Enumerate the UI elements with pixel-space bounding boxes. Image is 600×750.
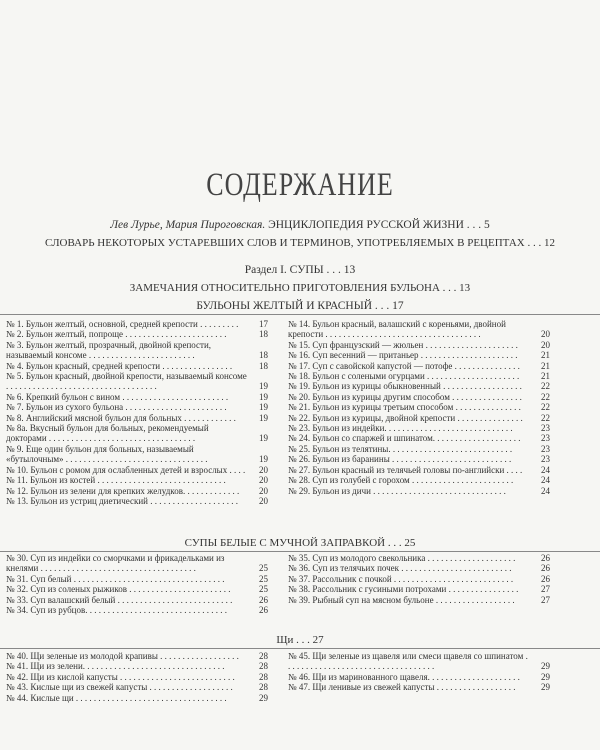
toc-entry[interactable] bbox=[6, 605, 268, 615]
entry-title: Суп белый . . . . . . . . . . . . . . . . . . . . . . . . . . . . . . . . . . bbox=[30, 573, 225, 584]
entry-number: № 38. bbox=[288, 584, 311, 595]
toc-entry[interactable] bbox=[6, 319, 268, 329]
intro-text: ЭНЦИКЛОПЕДИЯ РУССКОЙ ЖИЗНИ . . . 5 bbox=[265, 219, 490, 231]
toc-column-right bbox=[288, 319, 550, 496]
entry-title: Бульон из костей . . . . . . . . . . . . . . . . . . . . . . . . . . . . . bbox=[30, 475, 226, 486]
toc-entry[interactable] bbox=[6, 361, 268, 371]
entry-number: № 3. bbox=[6, 339, 24, 350]
entry-title: Бульон желтый, основной, средней крепости . . . . . . . . . bbox=[25, 319, 239, 329]
entry-number: № 15. bbox=[288, 339, 311, 350]
entry-title: Суп из молодого свекольника . . . . . . . . . . . . . . . . . . . . bbox=[312, 553, 516, 563]
entry-number: № 2. bbox=[6, 329, 24, 340]
entry-page: 29 bbox=[541, 682, 550, 693]
entry-number: № 10. bbox=[6, 464, 29, 475]
entry-title: Суп из рубцов. . . . . . . . . . . . . . . . . . . . . . . . . . . . . . . . bbox=[30, 605, 227, 616]
entry-number: № 41. bbox=[6, 661, 29, 672]
toc-entry[interactable] bbox=[288, 574, 550, 584]
toc-column-right bbox=[288, 651, 550, 693]
entry-title: Кислые щи из свежей капусты . . . . . . . . . . . . . . . . . . . bbox=[30, 682, 233, 693]
toc-entry[interactable] bbox=[6, 672, 268, 682]
entry-number: № 16. bbox=[288, 350, 311, 361]
entry-number: № 1. bbox=[6, 319, 24, 329]
entry-number: № 8. bbox=[6, 412, 24, 423]
entry-number: № 11. bbox=[6, 475, 28, 486]
entry-title: Бульон из курицы обыкновенный . . . . . . . . . . . . . . . . . . bbox=[312, 381, 522, 392]
entry-number: № 46. bbox=[288, 671, 311, 682]
entry-page: 26 bbox=[541, 573, 550, 584]
entry-page: 22 bbox=[541, 381, 550, 392]
entry-title: Бульон с ромом для ослабленных детей и взрослых . . . . bbox=[30, 464, 246, 475]
entry-page: 29 bbox=[259, 692, 268, 703]
shchi-heading[interactable]: Щи . . . 27 bbox=[276, 634, 324, 646]
entry-number: № 8а. bbox=[6, 423, 28, 434]
entry-page: 20 bbox=[541, 339, 550, 350]
toc-entry[interactable] bbox=[288, 672, 550, 682]
toc-entry[interactable] bbox=[288, 350, 550, 360]
entry-number: № 28. bbox=[288, 475, 311, 486]
toc-column-left bbox=[6, 651, 268, 703]
entry-page: 25 bbox=[259, 563, 268, 574]
entry-page: 19 bbox=[259, 391, 268, 402]
entry-page: 27 bbox=[541, 594, 550, 605]
entry-page: 18 bbox=[259, 329, 268, 340]
entry-number: № 47. bbox=[288, 682, 311, 693]
entry-number: № 25. bbox=[288, 443, 311, 454]
toc-entry[interactable] bbox=[288, 475, 550, 485]
toc-entry[interactable] bbox=[288, 361, 550, 371]
entry-title: Суп из голубей с горохом . . . . . . . . . . . . . . . . . . . . . . . bbox=[312, 475, 514, 486]
entry-number: № 33. bbox=[6, 594, 29, 605]
entry-title: Щи ленивые из свежей капусты . . . . . . . . . . . . . . . . . . bbox=[312, 682, 516, 693]
entry-title: Бульон желтый, прозрачный, двойной крепости, называемый консоме . . . . . . . . . . . . . . . . . . . . . . . . bbox=[6, 339, 212, 361]
entry-title: Бульон красный, средней крепости . . . . . . . . . . . . . . . . bbox=[25, 360, 233, 371]
toc-entry[interactable] bbox=[6, 444, 268, 465]
entry-page: 20 bbox=[259, 475, 268, 486]
divider bbox=[0, 314, 600, 315]
toc-entry[interactable] bbox=[288, 433, 550, 443]
entry-page: 21 bbox=[541, 350, 550, 361]
entry-page: 18 bbox=[259, 350, 268, 361]
intro-author: Лев Лурье, Мария Пироговская. bbox=[110, 219, 266, 231]
toc-entry[interactable] bbox=[6, 595, 268, 605]
entry-page: 24 bbox=[541, 475, 550, 486]
entry-title: Суп из телячьих почек . . . . . . . . . . . . . . . . . . . . . . . . . bbox=[312, 563, 512, 574]
toc-entry[interactable] bbox=[6, 475, 268, 485]
entry-number: № 13. bbox=[6, 495, 29, 506]
entry-title: Крепкий бульон с вином . . . . . . . . . . . . . . . . . . . . . . . . bbox=[25, 391, 229, 402]
entry-number: № 24. bbox=[288, 433, 311, 444]
entry-number: № 37. bbox=[288, 573, 311, 584]
entry-number: № 18. bbox=[288, 371, 311, 382]
divider bbox=[0, 648, 600, 649]
entry-page: 21 bbox=[541, 371, 550, 382]
toc-entry[interactable] bbox=[288, 651, 550, 672]
entry-page: 27 bbox=[541, 584, 550, 595]
page-title: СОДЕРЖАНИЕ bbox=[206, 166, 394, 203]
entry-title: Щи из зелени. . . . . . . . . . . . . . . . . . . . . . . . . . . . . . . . bbox=[30, 661, 225, 672]
glossary-line[interactable]: СЛОВАРЬ НЕКОТОРЫХ УСТАРЕВШИХ СЛОВ И ТЕРМИНОВ, УПОТРЕБЛЯЕМЫХ В РЕЦЕПТАХ . . . 12 bbox=[45, 237, 555, 249]
entry-title: Рассольник с гусиными потрохами . . . . . . . . . . . . . . . . bbox=[312, 584, 519, 595]
entry-number: № 6. bbox=[6, 391, 24, 402]
entry-page: 26 bbox=[259, 605, 268, 616]
toc-entry[interactable] bbox=[6, 413, 268, 423]
toc-entry[interactable] bbox=[6, 496, 268, 506]
entry-number: № 30. bbox=[6, 553, 29, 563]
entry-page: 20 bbox=[259, 464, 268, 475]
entry-number: № 35. bbox=[288, 553, 311, 563]
entry-page: 29 bbox=[541, 661, 550, 672]
entry-number: № 14. bbox=[288, 319, 311, 329]
entry-title: Суп валашский белый . . . . . . . . . . . . . . . . . . . . . . . . . . bbox=[30, 594, 233, 605]
entry-page: 24 bbox=[541, 485, 550, 496]
toc-entry[interactable] bbox=[6, 574, 268, 584]
entry-title: Щи зеленые из щавеля или смеси щавеля со шпинатом . . . . . . . . . . . . . . . . . . . . . . . . . . . . . . . . . . bbox=[288, 651, 528, 672]
entry-title: Кислые щи . . . . . . . . . . . . . . . . . . . . . . . . . . . . . . . . . . bbox=[30, 692, 227, 703]
entry-page: 23 bbox=[541, 423, 550, 434]
entry-page: 26 bbox=[541, 563, 550, 574]
toc-entry[interactable] bbox=[6, 661, 268, 671]
toc-entry[interactable] bbox=[288, 381, 550, 391]
entry-page: 18 bbox=[259, 360, 268, 371]
entry-page: 25 bbox=[259, 584, 268, 595]
entry-page: 19 bbox=[259, 381, 268, 392]
entry-page: 25 bbox=[259, 573, 268, 584]
toc-column-left bbox=[6, 553, 268, 615]
entry-title: Бульон из устриц диетический . . . . . . . . . . . . . . . . . . . . bbox=[30, 495, 238, 506]
entry-number: № 7. bbox=[6, 402, 24, 413]
entry-page: 19 bbox=[259, 433, 268, 444]
entry-page: 20 bbox=[259, 495, 268, 506]
toc-entry[interactable] bbox=[6, 651, 268, 661]
entry-page: 23 bbox=[541, 433, 550, 444]
entry-title: Бульон с солеными огурцами . . . . . . . . . . . . . . . . . . . . . bbox=[312, 371, 520, 382]
entry-page: 17 bbox=[259, 319, 268, 329]
toc-entry[interactable] bbox=[288, 413, 550, 423]
toc-entry[interactable] bbox=[6, 329, 268, 339]
entry-number: № 40. bbox=[6, 651, 29, 661]
toc-entry[interactable] bbox=[288, 423, 550, 433]
entry-number: № 5. bbox=[6, 371, 24, 382]
entry-page: 19 bbox=[259, 454, 268, 465]
entry-number: № 9. bbox=[6, 443, 24, 454]
section-heading[interactable]: Раздел I. СУПЫ . . . 13 bbox=[244, 264, 356, 276]
entry-number: № 4. bbox=[6, 360, 24, 371]
entry-number: № 39. bbox=[288, 594, 311, 605]
entry-page: 26 bbox=[541, 553, 550, 563]
entry-title: Суп из индейки со сморчками и фрикадельками из кнелями . . . . . . . . . . . . . . . . . . . . . . . . . . . . . . . . . . . bbox=[6, 553, 225, 574]
entry-title: Бульон из курицы, двойной крепости . . . . . . . . . . . . . . . bbox=[312, 412, 523, 423]
entry-number: № 31. bbox=[6, 573, 29, 584]
toc-entry[interactable] bbox=[288, 553, 550, 563]
entry-number: № 27. bbox=[288, 464, 311, 475]
entry-title: Вкусный бульон для больных, рекомендуемый докторами . . . . . . . . . . . . . . . . . . . . . . . . . . . . . . . . . bbox=[6, 423, 209, 444]
remarks-heading[interactable]: ЗАМЕЧАНИЯ ОТНОСИТЕЛЬНО ПРИГОТОВЛЕНИЯ БУЛЬОНА . . . 13 bbox=[129, 282, 471, 294]
entry-number: № 34. bbox=[6, 605, 29, 616]
toc-entry[interactable] bbox=[288, 454, 550, 464]
toc-column-left bbox=[6, 319, 268, 506]
toc-entry[interactable] bbox=[6, 423, 268, 444]
entry-title: Бульон из курицы третьим способом . . . . . . . . . . . . . . . bbox=[312, 402, 521, 413]
entry-page: 28 bbox=[259, 682, 268, 693]
toc-entry[interactable] bbox=[6, 465, 268, 475]
intro-line[interactable] bbox=[0, 219, 600, 231]
toc-entry[interactable] bbox=[6, 584, 268, 594]
entry-title: Еще один бульон для больных, называемый «бутылочным» . . . . . . . . . . . . . . . . . . . . . . . . . . . . . . . . bbox=[6, 443, 208, 465]
toc-entry[interactable] bbox=[288, 465, 550, 475]
entry-page: 28 bbox=[259, 661, 268, 672]
toc-entry[interactable] bbox=[6, 553, 268, 574]
entry-title: Рыбный суп на мясном бульоне . . . . . . . . . . . . . . . . . . bbox=[312, 594, 515, 605]
entry-number: № 36. bbox=[288, 563, 311, 574]
toc-entry[interactable] bbox=[288, 371, 550, 381]
entry-page: 28 bbox=[259, 671, 268, 682]
toc-column-right bbox=[288, 553, 550, 605]
entry-page: 22 bbox=[541, 402, 550, 413]
entry-number: № 17. bbox=[288, 360, 311, 371]
entry-number: № 21. bbox=[288, 402, 311, 413]
entry-number: № 44. bbox=[6, 692, 29, 703]
entry-page: 28 bbox=[259, 651, 268, 661]
toc-entry[interactable] bbox=[288, 595, 550, 605]
entry-title: Суп из соленых рыжиков . . . . . . . . . . . . . . . . . . . . . . . bbox=[30, 584, 231, 595]
entry-title: Щи из кислой капусты . . . . . . . . . . . . . . . . . . . . . . . . . . bbox=[30, 671, 235, 682]
entry-title: Бульон со спаржей и шпинатом. . . . . . . . . . . . . . . . . . . . bbox=[312, 433, 521, 444]
entry-number: № 42. bbox=[6, 671, 29, 682]
entry-number: № 22. bbox=[288, 412, 311, 423]
toc-entry[interactable] bbox=[6, 402, 268, 412]
white-soups-heading[interactable]: СУПЫ БЕЛЫЕ С МУЧНОЙ ЗАПРАВКОЙ . . . 25 bbox=[184, 537, 416, 549]
toc-entry[interactable] bbox=[288, 444, 550, 454]
toc-entry[interactable] bbox=[288, 682, 550, 692]
entry-number: № 20. bbox=[288, 391, 311, 402]
entry-title: Рассольник с почкой . . . . . . . . . . . . . . . . . . . . . . . . . . . bbox=[312, 573, 514, 584]
entry-number: № 43. bbox=[6, 682, 29, 693]
entry-title: Бульон желтый, попроще . . . . . . . . . . . . . . . . . . . . . . . bbox=[25, 329, 227, 340]
entry-page: 23 bbox=[541, 443, 550, 454]
entry-number: № 12. bbox=[6, 485, 29, 496]
toc-entry[interactable] bbox=[6, 340, 268, 361]
entry-page: 24 bbox=[541, 464, 550, 475]
entry-page: 20 bbox=[259, 485, 268, 496]
entry-number: № 45. bbox=[288, 651, 311, 661]
divider bbox=[0, 551, 600, 552]
toc-entry[interactable] bbox=[288, 402, 550, 412]
bouillons-heading[interactable]: БУЛЬОНЫ ЖЕЛТЫЙ И КРАСНЫЙ . . . 17 bbox=[196, 300, 404, 312]
toc-entry[interactable] bbox=[6, 392, 268, 402]
toc-entry[interactable] bbox=[6, 682, 268, 692]
entry-title: Суп французский — жюльен . . . . . . . . . . . . . . . . . . . . . bbox=[312, 339, 518, 350]
entry-page: 19 bbox=[259, 402, 268, 413]
entry-title: Суп весенний — пританьер . . . . . . . . . . . . . . . . . . . . . . bbox=[312, 350, 518, 361]
toc-entry[interactable] bbox=[6, 371, 268, 392]
entry-number: № 29. bbox=[288, 485, 311, 496]
entry-title: Бульон из баранины . . . . . . . . . . . . . . . . . . . . . . . . . . . bbox=[312, 454, 512, 465]
entry-title: Бульон из курицы другим способом . . . . . . . . . . . . . . . . bbox=[312, 391, 522, 402]
toc-entry[interactable] bbox=[288, 392, 550, 402]
entry-title: Бульон из индейки. . . . . . . . . . . . . . . . . . . . . . . . . . . . . bbox=[312, 423, 513, 434]
entry-page: 20 bbox=[541, 329, 550, 340]
entry-title: Щи из маринованного щавеля. . . . . . . . . . . . . . . . . . . . . bbox=[312, 671, 520, 682]
entry-title: Бульон из зелени для крепких желудков. . . . . . . . . . . . . bbox=[30, 485, 240, 496]
toc-entry[interactable] bbox=[288, 486, 550, 496]
toc-entry[interactable] bbox=[288, 563, 550, 573]
entry-number: № 26. bbox=[288, 454, 311, 465]
entry-title: Бульон из сухого бульона . . . . . . . . . . . . . . . . . . . . . . . bbox=[25, 402, 227, 413]
toc-entry[interactable] bbox=[288, 340, 550, 350]
entry-page: 21 bbox=[541, 360, 550, 371]
toc-entry[interactable] bbox=[288, 319, 550, 340]
entry-page: 26 bbox=[259, 594, 268, 605]
entry-title: Бульон красный, валашский с кореньями, двойной крепости . . . . . . . . . . . . . . . . . . . . . . . . . . . . . . . . . . . bbox=[288, 319, 506, 340]
toc-entry[interactable] bbox=[6, 486, 268, 496]
entry-title: Английский мясной бульон для больных . . . . . . . . . . . . bbox=[25, 412, 236, 423]
toc-entry[interactable] bbox=[288, 584, 550, 594]
entry-number: № 23. bbox=[288, 423, 311, 434]
entry-page: 19 bbox=[259, 412, 268, 423]
entry-title: Бульон из телятины. . . . . . . . . . . . . . . . . . . . . . . . . . . . bbox=[312, 443, 513, 454]
entry-title: Бульон из дичи . . . . . . . . . . . . . . . . . . . . . . . . . . . . . . bbox=[312, 485, 506, 496]
entry-page: 22 bbox=[541, 391, 550, 402]
entry-number: № 32. bbox=[6, 584, 29, 595]
entry-title: Бульон красный, двойной крепости, называемый консоме . . . . . . . . . . . . . . . . . . . . . . . . . . . . . . . . . . bbox=[6, 371, 247, 392]
entry-title: Бульон красный из телячьей головы по-английски . . . . bbox=[312, 464, 523, 475]
entry-page: 22 bbox=[541, 412, 550, 423]
entry-number: № 19. bbox=[288, 381, 311, 392]
entry-title: Щи зеленые из молодой крапивы . . . . . . . . . . . . . . . . . . bbox=[30, 651, 239, 661]
entry-page: 29 bbox=[541, 671, 550, 682]
entry-title: Суп с савойской капустой — потофе . . . . . . . . . . . . . . . bbox=[312, 360, 520, 371]
entry-page: 23 bbox=[541, 454, 550, 465]
toc-entry[interactable] bbox=[6, 693, 268, 703]
